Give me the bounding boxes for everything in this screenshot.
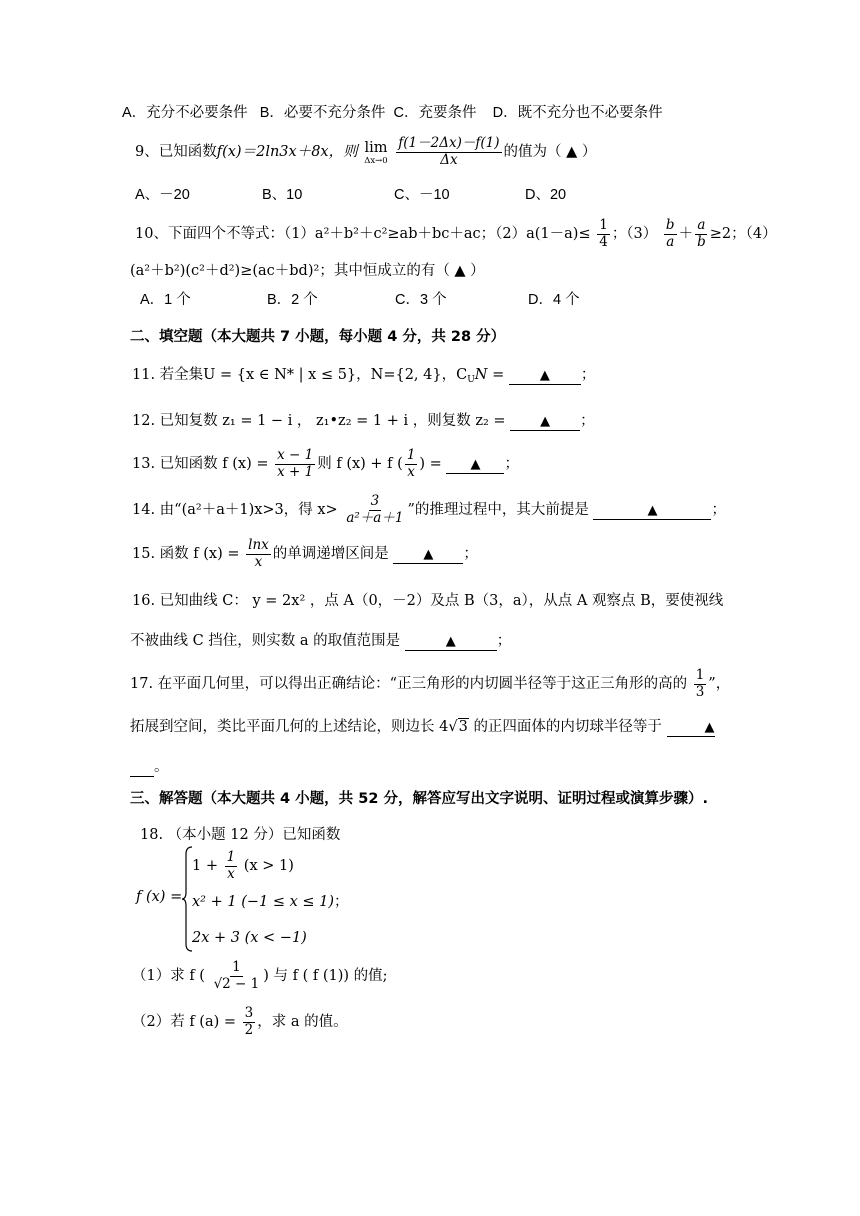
q11-answer-blank — [509, 366, 581, 385]
q10-line-2-text: (a²＋b²)(c²＋d²)≥(ac＋bd)²；其中恒成立的有（ ▲ ） — [130, 263, 485, 279]
q11-subscript: U — [467, 375, 475, 385]
question-9 — [135, 136, 596, 168]
q18-part-1-den: √2 − 1 — [213, 975, 260, 992]
q13-text-a: 13. 已知函数 f (x) = — [132, 456, 269, 473]
question-12 — [132, 412, 595, 431]
q9-option-b: B、10 — [262, 187, 303, 203]
q12-blank-marker: ▲ — [540, 414, 551, 429]
q9-prefix: 9、已知函数 — [135, 144, 217, 161]
q13-numerator: x − 1 — [277, 447, 314, 463]
q17-answer-blank — [667, 718, 715, 737]
q9-suffix: 的值为（ ▲ ） — [503, 144, 597, 161]
q8-option-b: B．必要不充分条件 — [259, 105, 386, 121]
q11-blank-marker: ▲ — [539, 368, 550, 383]
q10-option-a: A．1 个 — [140, 292, 191, 308]
q13-numerator-2: 1 — [406, 447, 416, 463]
q18-case-1 — [192, 850, 294, 882]
q18-case-1-cond: (x > 1) — [243, 858, 294, 875]
q10-option-d: D．4 个 — [528, 292, 580, 308]
q12-end: ； — [580, 413, 595, 429]
q10-frac-b-over-a-num: b — [665, 217, 675, 233]
q18-part-1 — [132, 960, 388, 992]
q14-denominator: a²＋a＋1 — [346, 509, 404, 526]
q10-plus: ＋ — [678, 226, 694, 243]
q17-line-1-end: ”， — [708, 676, 731, 693]
question-16-line-2 — [130, 632, 511, 651]
q18-head-text: 18. （本小题 12 分）已知函数 — [140, 827, 341, 843]
question-15 — [132, 538, 478, 570]
q17-fraction — [694, 668, 707, 700]
q9-fraction — [396, 136, 501, 168]
q18-case-2 — [192, 893, 349, 911]
q9-fx: f(x)＝2ln3x＋8x，则 — [216, 144, 358, 161]
q14-numerator: 3 — [370, 493, 380, 509]
q9-lim-sub: Δx→0 — [364, 155, 388, 166]
question-10-line-1 — [135, 218, 777, 250]
q13-text-c: ) = — [419, 456, 442, 473]
q10-frac-b-over-a — [664, 218, 677, 250]
q15-denominator: x — [254, 553, 263, 570]
q11-text: 11. 若全集U = {x ∈ N* | x ≤ 5}，N={2, 4}，C — [132, 367, 468, 383]
q14-end: ； — [711, 502, 726, 519]
q15-blank-marker: ▲ — [423, 547, 434, 563]
q18-case-1-num: 1 — [226, 849, 236, 865]
q10-frac-a-over-b-den: b — [697, 233, 706, 250]
q16-line-2-text: 不被曲线 C 挡住，则实数 a 的取值范围是 — [130, 633, 401, 649]
q9-lim-word: lim — [364, 139, 388, 156]
question-11 — [132, 366, 595, 385]
q18-part-1-a: （1）求 f ( — [132, 968, 205, 985]
q18-case-2-text: x² + 1 (−1 ≤ x ≤ 1) — [192, 894, 335, 910]
q15-end: ； — [463, 546, 478, 563]
q13-denominator: x + 1 — [277, 463, 314, 480]
q11-tail: N = — [474, 367, 505, 383]
q12-text: 12. 已知复数 z₁ = 1 − i ， z₁•z₂ = 1 + i ，则复数 z₂ = — [132, 413, 506, 429]
q14-text-a: 14. 由“(a²＋a＋1)x>3，得 x> — [132, 502, 338, 519]
q18-part-1-num: 1 — [232, 959, 241, 975]
section-2-title: 二、填空题（本大题共 7 小题，每小题 4 分，共 28 分） — [130, 329, 506, 345]
q16-blank-marker: ▲ — [445, 634, 456, 649]
q9-numerator: f(1－2Δx)－f(1) — [398, 135, 500, 151]
q17-line-2-a: 拓展到空间，类比平面几何的上述结论，则边长 4 — [130, 719, 449, 735]
q18-part-2-a: （2）若 f (a) = — [132, 1014, 237, 1031]
q18-part-2 — [132, 1006, 348, 1038]
q10-frac-a-over-b-num: a — [697, 217, 706, 233]
q8-option-c: C．充要条件 — [393, 105, 477, 121]
q16-end: ； — [496, 633, 512, 649]
q18-part-1-fraction — [212, 960, 262, 992]
q13-end: ； — [504, 456, 519, 473]
q18-fx-label: f (x) = — [136, 889, 183, 905]
question-17-line-2 — [130, 718, 715, 737]
q9-option-c: C、－10 — [394, 187, 450, 203]
q18-case-2-end: ； — [334, 894, 349, 910]
q10-frac-quarter — [597, 218, 610, 250]
q16-line-1-text: 16. 已知曲线 C： y = 2x² ，点 A（0，－2）及点 B（3，a），从点 A 观察点 B，要使视线 — [132, 593, 724, 609]
q13-blank-marker: ▲ — [470, 457, 481, 473]
q8-option-a: A．充分不必要条件 — [122, 105, 248, 121]
q17-line-1-text: 17. 在平面几何里，可以得出正确结论：“正三角形的内切圆半径等于这正三角形的高的 — [130, 676, 688, 693]
q18-part-2-den: 2 — [244, 1021, 254, 1038]
q9-denominator: Δx — [440, 151, 458, 168]
q18-part-2-fraction — [243, 1006, 256, 1038]
q18-part-2-b: ，求 a 的值。 — [257, 1014, 348, 1031]
q17-answer-blank-continued — [130, 758, 154, 777]
question-13 — [132, 448, 519, 480]
q15-numerator: lnx — [248, 537, 269, 553]
q18-case-3 — [192, 929, 307, 947]
q18-case-1-den: x — [227, 865, 235, 882]
q10-option-c: C．3 个 — [395, 292, 447, 308]
q12-answer-blank — [510, 412, 580, 431]
q17-line-2-b: 的正四面体的内切球半径等于 — [473, 719, 662, 735]
q14-answer-blank — [593, 501, 711, 520]
q9-option-a: A、－20 — [135, 187, 190, 203]
q13-fraction — [275, 448, 315, 480]
q10-frac-quarter-den: 4 — [599, 233, 608, 250]
q14-blank-marker: ▲ — [647, 503, 658, 519]
question-16-line-1 — [132, 592, 723, 610]
q17-sqrt-value: 3 — [458, 719, 468, 735]
q13-denominator-2: x — [407, 463, 415, 480]
question-10-line-2 — [130, 262, 485, 280]
radical-icon: √ — [448, 719, 458, 735]
q9-option-d: D、20 — [525, 187, 567, 203]
q11-end: ； — [580, 367, 596, 383]
q17-numerator: 1 — [695, 667, 705, 683]
q16-answer-blank — [405, 632, 497, 651]
q18-part-1-b: ) 与 f ( f (1)) 的值; — [263, 968, 388, 985]
q8-options — [122, 104, 663, 122]
section-3-title: 三、解答题（本大题共 4 小题，共 52 分，解答应写出文字说明、证明过程或演算步骤）. — [130, 791, 708, 807]
q18-case-1-fraction — [225, 850, 238, 882]
question-17-line-3 — [130, 758, 169, 777]
question-14 — [132, 494, 726, 526]
q9-limit — [364, 139, 387, 166]
q18-part-2-num: 3 — [244, 1005, 254, 1021]
q17-end: 。 — [154, 759, 169, 775]
q10-frac-a-over-b — [695, 218, 708, 250]
q10-option-b: B．2 个 — [267, 292, 318, 308]
q15-fraction — [246, 538, 271, 570]
question-17-line-1 — [130, 668, 730, 700]
q13-fraction-2 — [405, 448, 418, 480]
q15-text-a: 15. 函数 f (x) = — [132, 546, 240, 563]
q10-text-a: 10、下面四个不等式：（1）a²＋b²＋c²≥ab＋bc＋ac；（2）a(1－a)≤ — [135, 226, 591, 243]
q14-text-b: ”的推理过程中，其大前提是 — [407, 502, 589, 519]
q17-denominator: 3 — [695, 683, 705, 700]
q10-frac-b-over-a-den: a — [666, 233, 675, 250]
q18-case-3-text: 2x + 3 (x < −1) — [192, 930, 307, 946]
q10-text-b: ；（3） — [611, 226, 658, 243]
q15-text-b: 的单调递增区间是 — [272, 546, 389, 563]
q8-option-d: D．既不充分也不必要条件 — [492, 105, 663, 121]
q13-answer-blank — [446, 455, 504, 474]
q10-frac-quarter-num: 1 — [599, 217, 608, 233]
q17-blank-marker: ▲ — [704, 720, 715, 735]
q14-fraction — [344, 494, 405, 526]
question-18-head — [140, 826, 340, 844]
q13-text-b: 则 f (x) + f ( — [317, 456, 403, 473]
q18-case-1-a: 1 + — [192, 858, 218, 875]
q15-answer-blank — [393, 545, 463, 564]
q10-text-c: ≥2；（4） — [709, 226, 777, 243]
